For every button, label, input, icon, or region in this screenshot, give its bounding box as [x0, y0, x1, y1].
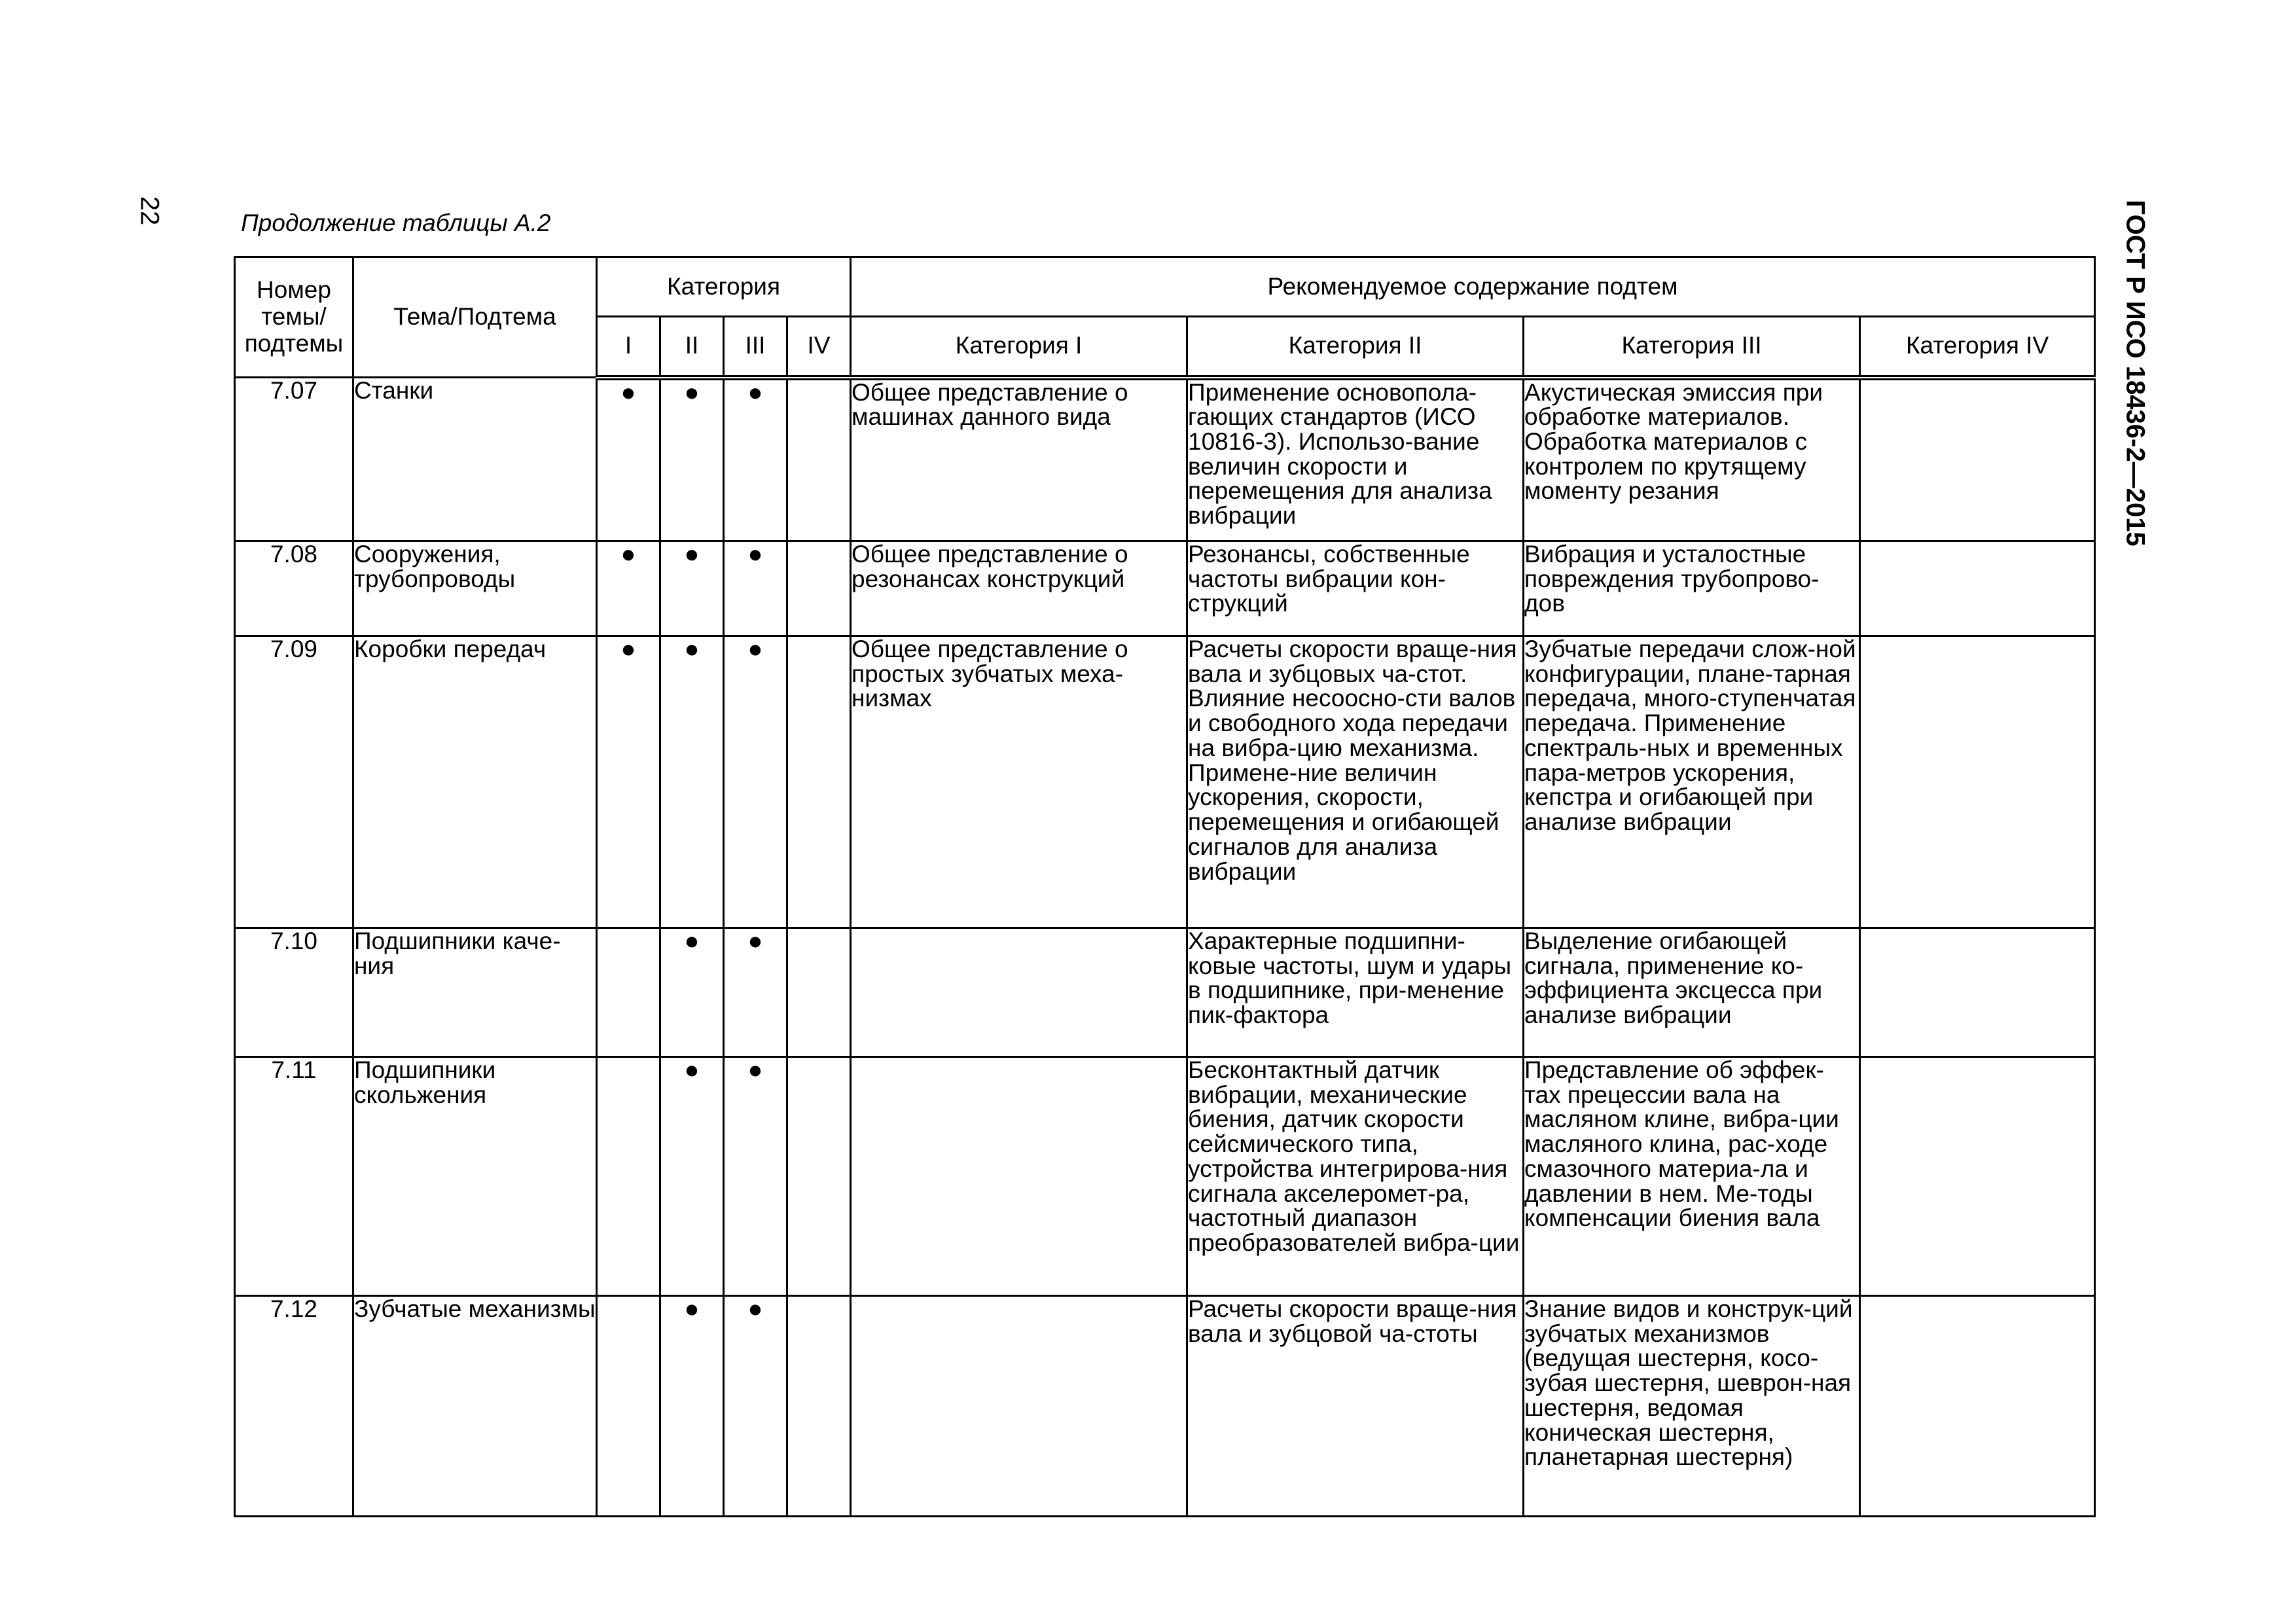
content-category-iii: Акустическая эмиссия при обработке материалов. Обработка материалов с контролем по крутящему моменту резания	[1524, 378, 1860, 541]
table-row	[235, 1296, 2095, 1517]
row-number: 7.10	[235, 928, 353, 1057]
mark-category-iii: ●	[724, 636, 787, 928]
table-row	[235, 541, 2095, 636]
mark-category-ii: ●	[660, 636, 724, 928]
header-content-category-i: Категория I	[851, 317, 1187, 378]
row-number: 7.11	[235, 1057, 353, 1296]
mark-category-iv	[787, 928, 851, 1057]
content-category-iv	[1860, 928, 2095, 1057]
page-number: 22	[135, 196, 164, 226]
row-number: 7.12	[235, 1296, 353, 1517]
row-topic: Станки	[353, 378, 597, 541]
header-number: Номер темы/ подтемы	[235, 257, 353, 378]
header-topic: Тема/Подтема	[353, 257, 597, 378]
header-level-iii: III	[724, 317, 787, 378]
mark-category-ii: ●	[660, 1057, 724, 1296]
content-category-ii: Применение основопола-гающих стандартов (ИСО 10816-3). Использо-вание величин скорости и перемещения для анализа вибрации	[1187, 378, 1524, 541]
mark-category-iii: ●	[724, 378, 787, 541]
mark-category-i	[597, 928, 660, 1057]
mark-category-ii: ●	[660, 1296, 724, 1517]
header-content-category-iv: Категория IV	[1860, 317, 2095, 378]
content-category-iii: Выделение огибающей сигнала, применение ко-эффициента эксцесса при анализе вибрации	[1524, 928, 1860, 1057]
content-category-i	[851, 1296, 1187, 1517]
content-category-ii: Расчеты скорости враще-ния вала и зубцовой ча-стоты	[1187, 1296, 1524, 1517]
content-category-iv	[1860, 1057, 2095, 1296]
mark-category-i	[597, 1057, 660, 1296]
mark-category-iv	[787, 1057, 851, 1296]
content-category-ii: Бесконтактный датчик вибрации, механические биения, датчик скорости сейсмического типа, устройства интегрирова-ния сигнала акселеромет-ра, частотный диапазон преобразователей вибра-ции	[1187, 1057, 1524, 1296]
content-category-iv	[1860, 378, 2095, 541]
header-category: Категория	[597, 257, 851, 317]
mark-category-i: ●	[597, 541, 660, 636]
mark-category-i: ●	[597, 378, 660, 541]
document-code: ГОСТ Р ИСО 18436-2—2015	[2121, 200, 2150, 547]
table-row	[235, 378, 2095, 541]
row-topic: Подшипники каче-ния	[353, 928, 597, 1057]
content-category-iii: Представление об эффек-тах прецессии вала на масляном клине, вибра-ции масляного клина, рас-ходе смазочного материа-ла и давлении в нем. Ме-тоды компенсации биения вала	[1524, 1057, 1860, 1296]
mark-category-iv	[787, 541, 851, 636]
row-number: 7.07	[235, 378, 353, 541]
header-recommended-content: Рекомендуемое содержание подтем	[851, 257, 2095, 317]
mark-category-iii: ●	[724, 1057, 787, 1296]
mark-category-iii: ●	[724, 1296, 787, 1517]
header-level-ii: II	[660, 317, 724, 378]
mark-category-iii: ●	[724, 541, 787, 636]
content-category-i: Общее представление о резонансах конструкций	[851, 541, 1187, 636]
table-row	[235, 1057, 2095, 1296]
header-content-category-iii: Категория III	[1524, 317, 1860, 378]
mark-category-i: ●	[597, 636, 660, 928]
header-level-i: I	[597, 317, 660, 378]
row-number: 7.09	[235, 636, 353, 928]
header-content-category-ii: Категория II	[1187, 317, 1524, 378]
content-category-iii: Знание видов и конструк-ций зубчатых механизмов (ведущая шестерня, косо-зубая шестерня, шеврон-ная шестерня, ведомая коническая шестерня, планетарная шестерня)	[1524, 1296, 1860, 1517]
header-level-iv: IV	[787, 317, 851, 378]
table-row	[235, 928, 2095, 1057]
mark-category-ii: ●	[660, 378, 724, 541]
content-category-iii: Вибрация и усталостные повреждения трубопрово-дов	[1524, 541, 1860, 636]
mark-category-i	[597, 1296, 660, 1517]
mark-category-iv	[787, 636, 851, 928]
row-topic: Зубчатые механизмы	[353, 1296, 597, 1517]
content-category-i: Общее представление о простых зубчатых меха-низмах	[851, 636, 1187, 928]
mark-category-iv	[787, 1296, 851, 1517]
content-category-iii: Зубчатые передачи слож-ной конфигурации, плане-тарная передача, много-ступенчатая передача. Применение спектраль-ных и временных пара-метров ускорения, кепстра и огибающей при анализе вибрации	[1524, 636, 1860, 928]
content-category-ii: Характерные подшипни-ковые частоты, шум и удары в подшипнике, при-менение пик-фактора	[1187, 928, 1524, 1057]
content-category-i: Общее представление о машинах данного вида	[851, 378, 1187, 541]
mark-category-ii: ●	[660, 541, 724, 636]
content-category-ii: Расчеты скорости враще-ния вала и зубцовых ча-стот. Влияние несоосно-сти валов и свободного хода передачи на вибра-цию механизма. Примене-ние величин ускорения, скорости, перемещения и огибающей сигналов для анализа вибрации	[1187, 636, 1524, 928]
row-number: 7.08	[235, 541, 353, 636]
topics-table	[234, 256, 2096, 1517]
content-category-i	[851, 928, 1187, 1057]
content-category-iv	[1860, 1296, 2095, 1517]
row-topic: Подшипники скольжения	[353, 1057, 597, 1296]
table-caption: Продолжение таблицы А.2	[241, 209, 551, 236]
mark-category-iii: ●	[724, 928, 787, 1057]
content-category-iv	[1860, 541, 2095, 636]
content-category-ii: Резонансы, собственные частоты вибрации кон-струкций	[1187, 541, 1524, 636]
content-category-i	[851, 1057, 1187, 1296]
table-row	[235, 636, 2095, 928]
mark-category-ii: ●	[660, 928, 724, 1057]
mark-category-iv	[787, 378, 851, 541]
row-topic: Сооружения, трубопроводы	[353, 541, 597, 636]
content-category-iv	[1860, 636, 2095, 928]
row-topic: Коробки передач	[353, 636, 597, 928]
